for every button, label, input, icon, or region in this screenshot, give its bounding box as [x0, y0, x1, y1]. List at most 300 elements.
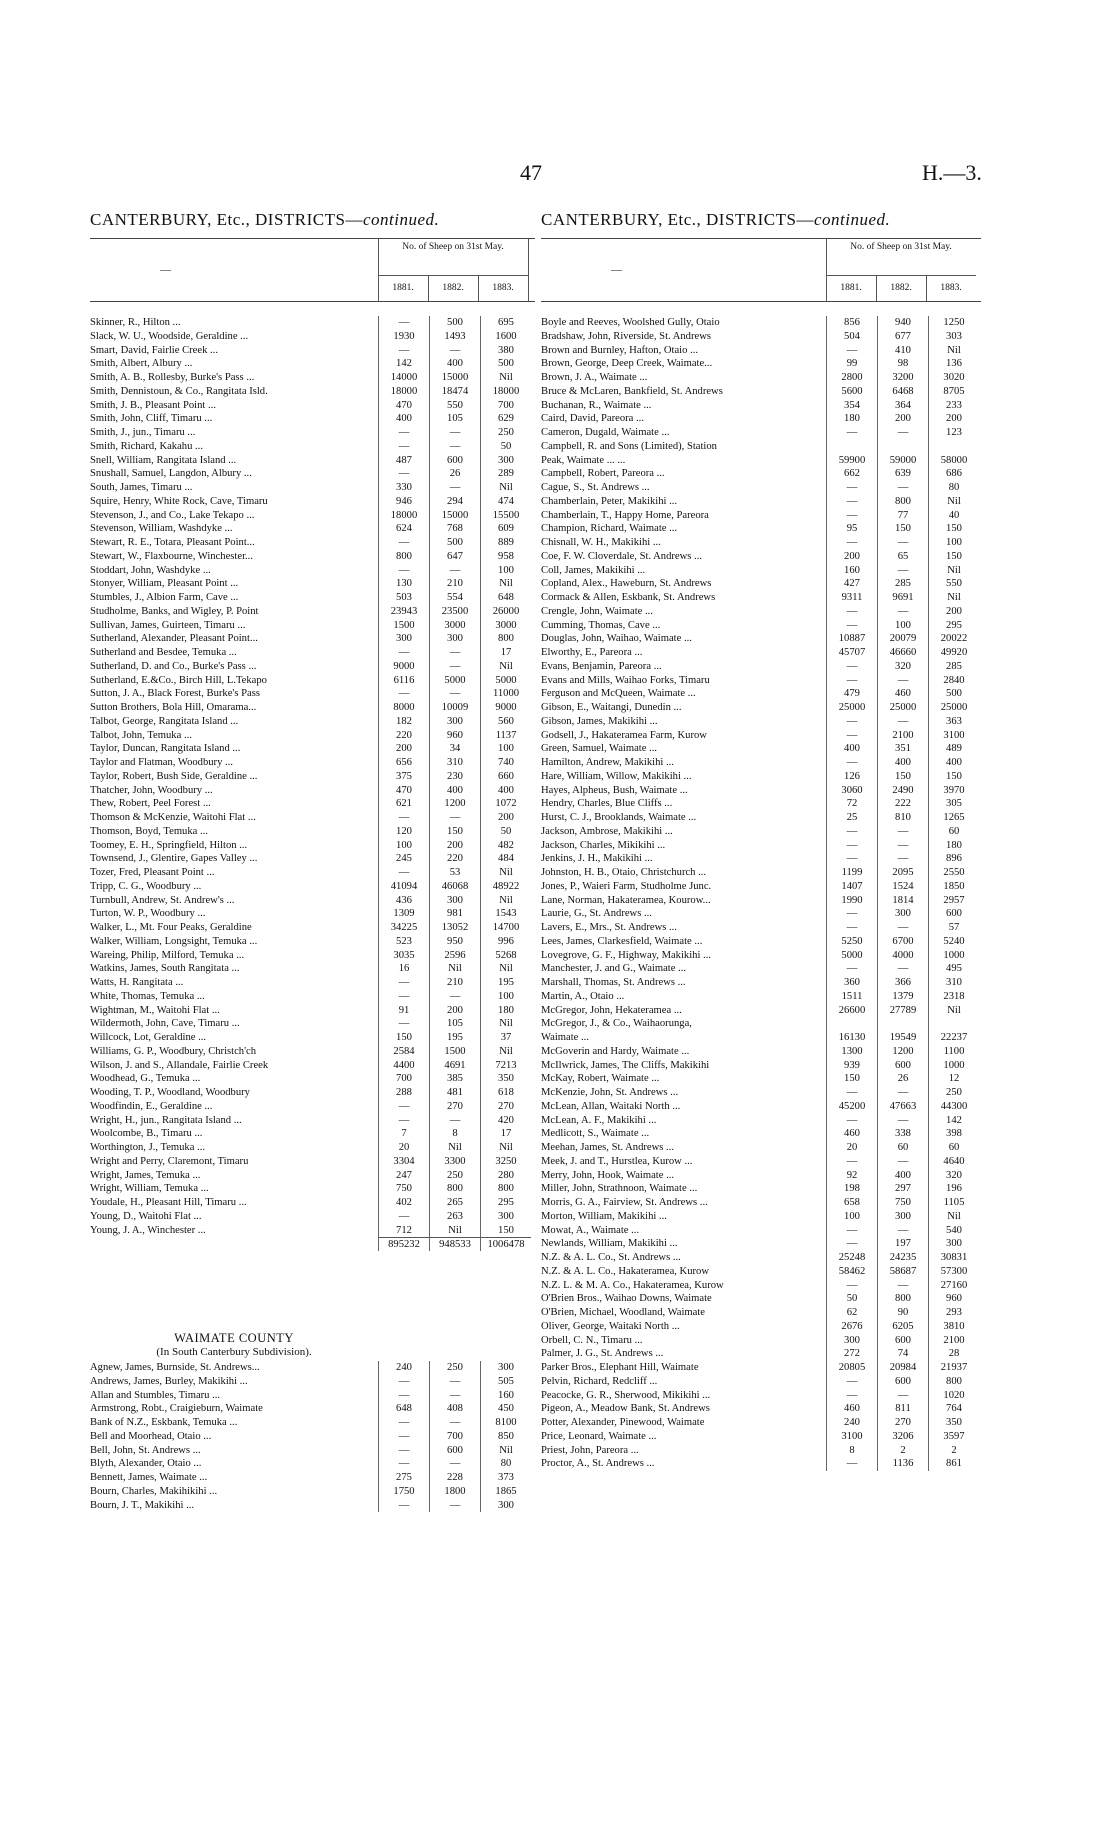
- owner-name: Medlicott, S., Waimate ...: [541, 1128, 650, 1140]
- owner-name: White, Thomas, Temuka ...: [90, 990, 205, 1002]
- owner-name: Sutherland, E.&Co., Birch Hill, L.Tekapo: [90, 674, 267, 686]
- table-row: [541, 619, 981, 633]
- owner-name: Stewart, W., Flaxbourne, Winchester...: [90, 550, 253, 562]
- sheep-1883: 320: [928, 1169, 979, 1183]
- sheep-1882: 222: [877, 797, 928, 811]
- owner-name: Smith, Albert, Albury ...: [90, 358, 193, 370]
- sheep-1881: [826, 1017, 877, 1031]
- sheep-1882: 768: [429, 522, 480, 536]
- sheep-1883: 150: [480, 1224, 531, 1238]
- sheep-1882: 750: [877, 1196, 928, 1210]
- sheep-1881: 4400: [378, 1059, 429, 1073]
- sheep-1881: 400: [378, 412, 429, 426]
- sheep-1882: 940: [877, 316, 928, 330]
- year-1883-header: 1883.: [940, 283, 962, 293]
- owner-name: Lavers, E., Mrs., St. Andrews ...: [541, 922, 677, 933]
- sheep-1883: Nil: [480, 1017, 531, 1031]
- sheep-1881: —: [378, 1100, 429, 1114]
- sheep-1883: 50: [480, 440, 531, 454]
- sheep-1882: 265: [429, 1196, 480, 1210]
- sheep-1883: 200: [480, 811, 531, 825]
- sheep-1882: 950: [429, 935, 480, 949]
- owner-name: Campbell, R. and Sons (Limited), Station: [541, 440, 717, 452]
- owner-name: Tripp, C. G., Woodbury ...: [90, 880, 202, 892]
- table-row: [90, 509, 535, 523]
- left-column-title: [90, 210, 535, 236]
- sheep-1882: —: [877, 825, 928, 839]
- table-row: [541, 701, 981, 715]
- owner-name: Andrews, James, Burley, Makikihi ...: [90, 1375, 248, 1387]
- sheep-1881: 700: [378, 1072, 429, 1086]
- sheep-1883: 300: [480, 454, 531, 468]
- sheep-1882: 2596: [429, 949, 480, 963]
- sheep-1883: 180: [480, 1004, 531, 1018]
- sheep-1881: —: [826, 1375, 877, 1389]
- sheep-1883: 400: [928, 756, 979, 770]
- sheep-1881: 200: [826, 550, 877, 564]
- table-row: [541, 1347, 981, 1361]
- sheep-1882: 5000: [429, 674, 480, 688]
- owner-name: Stevenson, J., and Co., Lake Tekapo ...: [90, 509, 255, 521]
- sheep-1881: —: [378, 1114, 429, 1128]
- sheep-1882: 46660: [877, 646, 928, 660]
- left-column: [90, 210, 535, 1512]
- sheep-1882: —: [877, 605, 928, 619]
- sheep-1881: 160: [826, 564, 877, 578]
- sheep-1882: 1814: [877, 894, 928, 908]
- sheep-1881: —: [378, 1017, 429, 1031]
- sheep-1883: 28: [928, 1347, 979, 1361]
- sheep-1883: 57: [928, 921, 979, 935]
- sheep-1881: —: [378, 1210, 429, 1224]
- table-row: [90, 1155, 535, 1169]
- sheep-1883: Nil: [480, 660, 531, 674]
- owner-name: Tozer, Fred, Pleasant Point ...: [90, 867, 215, 878]
- owner-name: Potter, Alexander, Pinewood, Waimate: [541, 1417, 705, 1428]
- table-row: [541, 550, 981, 564]
- table-row: [541, 976, 981, 990]
- table-row: [90, 1471, 535, 1485]
- table-row: [541, 495, 981, 509]
- sheep-1882: —: [877, 564, 928, 578]
- sheep-1883: 300: [480, 1361, 531, 1375]
- sheep-1881: 460: [826, 1402, 877, 1416]
- table-row: [90, 632, 535, 646]
- sheep-1882: 6468: [877, 385, 928, 399]
- table-row: [90, 1072, 535, 1086]
- table-row: [541, 467, 981, 481]
- sheep-1881: 14000: [378, 371, 429, 385]
- table-row: [90, 1182, 535, 1196]
- sheep-1881: —: [826, 619, 877, 633]
- sheep-1881: —: [378, 440, 429, 454]
- sheep-1881: —: [826, 852, 877, 866]
- sheep-1883: 1865: [480, 1485, 531, 1499]
- sheep-1882: 4000: [877, 949, 928, 963]
- table-row: [90, 1457, 535, 1471]
- sheep-1883: Nil: [480, 481, 531, 495]
- table-row: [90, 330, 535, 344]
- sheep-1882: 600: [429, 1444, 480, 1458]
- sheep-1883: 100: [480, 742, 531, 756]
- owner-name: Sutherland and Besdee, Temuka ...: [90, 647, 237, 658]
- sheep-1883: Nil: [928, 591, 979, 605]
- sheep-1882: —: [429, 481, 480, 495]
- sheep-1883: Nil: [928, 1004, 979, 1018]
- sheep-1883: 3100: [928, 729, 979, 743]
- table-row: [541, 509, 981, 523]
- sheep-1882: 481: [429, 1086, 480, 1100]
- owner-name: Palmer, J. G., St. Andrews ...: [541, 1348, 664, 1360]
- table-row: [541, 784, 981, 798]
- sheep-1883: 500: [928, 687, 979, 701]
- owner-name: Wildermoth, John, Cave, Timaru ...: [90, 1018, 240, 1030]
- sheep-1881: —: [826, 756, 877, 770]
- sheep-1881: 10887: [826, 632, 877, 646]
- sheep-1883: 58000: [928, 454, 979, 468]
- title-main: CANTERBURY, Etc., DISTRICTS—: [90, 210, 363, 229]
- sheep-1881: 800: [378, 550, 429, 564]
- sheep-1882: —: [877, 1086, 928, 1100]
- owner-name: Smith, J. B., Pleasant Point ...: [90, 399, 216, 411]
- sheep-1882: 300: [429, 715, 480, 729]
- owner-name: Worthington, J., Temuka ...: [90, 1142, 206, 1153]
- owner-name: Bruce & McLaren, Bankfield, St. Andrews: [541, 385, 723, 397]
- owner-name: Buchanan, R., Waimate ...: [541, 399, 652, 411]
- sheep-count-header: No. of Sheep on 31st May.: [850, 242, 952, 252]
- sheep-1882: 210: [429, 577, 480, 591]
- sheep-1881: —: [826, 495, 877, 509]
- table-row: [541, 1017, 981, 1031]
- sheep-1882: 294: [429, 495, 480, 509]
- owner-name: Armstrong, Robt., Craigieburn, Waimate: [90, 1403, 263, 1415]
- sheep-1883: 250: [480, 426, 531, 440]
- right-column: [541, 210, 981, 1471]
- owner-name: N.Z. & A. L. Co., St. Andrews ...: [541, 1252, 681, 1263]
- sheep-1883: 3810: [928, 1320, 979, 1334]
- owner-name: Bank of N.Z., Eskbank, Temuka ...: [90, 1417, 238, 1428]
- sheep-1881: 330: [378, 481, 429, 495]
- sheep-1883: 123: [928, 426, 979, 440]
- sheep-1881: —: [378, 316, 429, 330]
- sheep-1882: 400: [877, 1169, 928, 1183]
- sheep-1883: 450: [480, 1402, 531, 1416]
- sheep-1881: —: [826, 1457, 877, 1471]
- owner-name: Thomson, Boyd, Temuka ...: [90, 825, 208, 837]
- total-label: [90, 1237, 378, 1251]
- sheep-1883: 60: [928, 825, 979, 839]
- table-row: [541, 1072, 981, 1086]
- sheep-1881: 656: [378, 756, 429, 770]
- sheep-1883: 695: [480, 316, 531, 330]
- sheep-1882: 24235: [877, 1251, 928, 1265]
- sheep-1883: Nil: [928, 564, 979, 578]
- owner-name: Townsend, J., Glentire, Gapes Valley ...: [90, 853, 258, 865]
- sheep-1881: 275: [378, 1471, 429, 1485]
- table-row: [90, 1224, 535, 1238]
- sheep-1883: 1600: [480, 330, 531, 344]
- table-row: [541, 921, 981, 935]
- sheep-1881: 120: [378, 825, 429, 839]
- owner-name: Smith, A. B., Rollesby, Burke's Pass ...: [90, 372, 255, 383]
- sheep-1881: 41094: [378, 880, 429, 894]
- sheep-1883: 305: [928, 797, 979, 811]
- sheep-1882: 18474: [429, 385, 480, 399]
- table-row: [90, 935, 535, 949]
- table-row: [90, 1430, 535, 1444]
- sheep-1883: 398: [928, 1127, 979, 1141]
- sheep-1881: —: [378, 467, 429, 481]
- sheep-1883: 560: [480, 715, 531, 729]
- owner-name: Wareing, Philip, Milford, Temuka ...: [90, 949, 245, 961]
- sheep-1881: 34225: [378, 921, 429, 935]
- owner-name: Boyle and Reeves, Woolshed Gully, Otaio: [541, 317, 720, 328]
- sheep-1883: 22237: [928, 1031, 979, 1045]
- owner-name: Blyth, Alexander, Otaio ...: [90, 1458, 202, 1470]
- owner-name: Marshall, Thomas, St. Andrews ...: [541, 977, 686, 988]
- table-row: [541, 632, 981, 646]
- sheep-1881: 712: [378, 1224, 429, 1238]
- table-row: [90, 921, 535, 935]
- table-row: [90, 907, 535, 921]
- sheep-1883: 17: [480, 1127, 531, 1141]
- sheep-1883: 489: [928, 742, 979, 756]
- table-row: [90, 797, 535, 811]
- table-row: [90, 770, 535, 784]
- table-row: [541, 1237, 981, 1251]
- sheep-1883: 233: [928, 399, 979, 413]
- sheep-1881: 470: [378, 399, 429, 413]
- owner-name: Caird, David, Pareora ...: [541, 413, 644, 425]
- sheep-1883: Nil: [480, 371, 531, 385]
- sheep-1882: 46068: [429, 880, 480, 894]
- sheep-1882: —: [877, 1389, 928, 1403]
- sheep-1883: 648: [480, 591, 531, 605]
- total-1883: 1006478: [480, 1237, 531, 1251]
- table-row: [541, 1389, 981, 1403]
- owner-name: Hendry, Charles, Blue Cliffs ...: [541, 798, 673, 810]
- sheep-1881: 72: [826, 797, 877, 811]
- table-row: [541, 797, 981, 811]
- table-row: [541, 1086, 981, 1100]
- sheep-1883: 5268: [480, 949, 531, 963]
- sheep-1881: 503: [378, 591, 429, 605]
- owner-name: Johnston, H. B., Otaio, Christchurch ...: [541, 867, 707, 878]
- sheep-1883: 609: [480, 522, 531, 536]
- sheep-1882: 1500: [429, 1045, 480, 1059]
- table-row: [90, 440, 535, 454]
- table-row: [90, 1444, 535, 1458]
- table-row: [90, 467, 535, 481]
- owner-name: Chamberlain, Peter, Makikihi ...: [541, 495, 678, 507]
- sheep-1881: 2584: [378, 1045, 429, 1059]
- table-row: [90, 605, 535, 619]
- owner-name: McKenzie, John, St. Andrews ...: [541, 1087, 679, 1098]
- table-row: [541, 935, 981, 949]
- table-row: [541, 1127, 981, 1141]
- sheep-1883: 2550: [928, 866, 979, 880]
- owner-name: Chisnall, W. H., Makikihi ...: [541, 537, 661, 548]
- sheep-1881: 662: [826, 467, 877, 481]
- table-row: [541, 591, 981, 605]
- sheep-1881: 25248: [826, 1251, 877, 1265]
- owner-name: Studholme, Banks, and Wigley, P. Point: [90, 605, 259, 617]
- sheep-1883: 740: [480, 756, 531, 770]
- sheep-1881: 180: [826, 412, 877, 426]
- table-row: [90, 1045, 535, 1059]
- table-row: [90, 385, 535, 399]
- left-table-header: [90, 238, 535, 302]
- sheep-1881: 8: [826, 1444, 877, 1458]
- table-row: [541, 316, 981, 330]
- sheep-1882: —: [877, 536, 928, 550]
- table-row: [541, 866, 981, 880]
- sheep-1882: 3300: [429, 1155, 480, 1169]
- page-reference: H.—3.: [922, 160, 982, 185]
- owner-name: Smith, J., jun., Timaru ...: [90, 427, 196, 438]
- sheep-1881: —: [826, 605, 877, 619]
- owner-name: McLean, A. F., Makikihi ...: [541, 1114, 657, 1126]
- sheep-1882: 550: [429, 399, 480, 413]
- table-row: [541, 1265, 981, 1279]
- sheep-1883: 49920: [928, 646, 979, 660]
- sheep-1883: 2957: [928, 894, 979, 908]
- sheep-1883: 800: [480, 1182, 531, 1196]
- sheep-1881: 3304: [378, 1155, 429, 1169]
- sheep-1883: 80: [928, 481, 979, 495]
- table-row: [90, 1485, 535, 1499]
- sheep-1882: 270: [877, 1416, 928, 1430]
- owner-name: Bradshaw, John, Riverside, St. Andrews: [541, 330, 711, 342]
- sheep-1882: 800: [877, 495, 928, 509]
- sheep-1881: 1500: [378, 619, 429, 633]
- owner-name: Elworthy, E., Pareora ...: [541, 647, 643, 658]
- table-row: [541, 481, 981, 495]
- sheep-1883: 380: [480, 344, 531, 358]
- sheep-1881: —: [826, 962, 877, 976]
- table-row: [541, 1306, 981, 1320]
- sheep-1882: —: [429, 344, 480, 358]
- table-row: [541, 1224, 981, 1238]
- owner-name: Willcock, Lot, Geraldine ...: [90, 1032, 207, 1043]
- sheep-1883: 1100: [928, 1045, 979, 1059]
- table-row: [541, 564, 981, 578]
- sheep-1881: 3035: [378, 949, 429, 963]
- owner-name: Talbot, John, Temuka ...: [90, 729, 192, 741]
- table-row: [90, 674, 535, 688]
- sheep-1883: 303: [928, 330, 979, 344]
- owner-name: Champion, Richard, Waimate ...: [541, 523, 678, 535]
- sheep-1882: 364: [877, 399, 928, 413]
- sheep-1883: 2318: [928, 990, 979, 1004]
- table-row: [541, 1279, 981, 1293]
- sheep-1882: 3206: [877, 1430, 928, 1444]
- sheep-1881: 487: [378, 454, 429, 468]
- sheep-1882: 220: [429, 852, 480, 866]
- sheep-1881: 9311: [826, 591, 877, 605]
- owner-name: Coll, James, Makikihi ...: [541, 564, 646, 576]
- sheep-1883: 505: [480, 1375, 531, 1389]
- sheep-1883: 960: [928, 1292, 979, 1306]
- sheep-1881: 240: [826, 1416, 877, 1430]
- owner-name: Wooding, T. P., Woodland, Woodbury: [90, 1087, 250, 1098]
- county-subtitle: (In South Canterbury Subdivision).: [156, 1346, 312, 1358]
- owner-name: Stonyer, William, Pleasant Point ...: [90, 578, 239, 590]
- sheep-1881: 92: [826, 1169, 877, 1183]
- sheep-1883: 280: [480, 1169, 531, 1183]
- table-row: [541, 839, 981, 853]
- sheep-1883: [928, 440, 979, 454]
- owner-name: Slack, W. U., Woodside, Geraldine ...: [90, 330, 249, 342]
- sheep-1881: 400: [826, 742, 877, 756]
- sheep-1883: 26000: [480, 605, 531, 619]
- sheep-1881: 272: [826, 1347, 877, 1361]
- owner-name: Price, Leonard, Waimate ...: [541, 1430, 657, 1442]
- sheep-1881: 23943: [378, 605, 429, 619]
- sheep-1882: —: [877, 852, 928, 866]
- sheep-1883: [928, 1017, 979, 1031]
- sheep-1883: 2840: [928, 674, 979, 688]
- table-row: [541, 660, 981, 674]
- sheep-1881: —: [826, 344, 877, 358]
- table-row: [541, 385, 981, 399]
- owner-name: Meek, J. and T., Hurstlea, Kurow ...: [541, 1155, 693, 1167]
- owner-name: Squire, Henry, White Rock, Cave, Timaru: [90, 495, 268, 507]
- sheep-1883: 293: [928, 1306, 979, 1320]
- owner-name: Taylor, Duncan, Rangitata Island ...: [90, 743, 241, 755]
- table-row: [90, 949, 535, 963]
- sheep-1881: 402: [378, 1196, 429, 1210]
- sheep-1882: 6700: [877, 935, 928, 949]
- sheep-1882: 9691: [877, 591, 928, 605]
- table-row: [90, 412, 535, 426]
- sheep-1883: 495: [928, 962, 979, 976]
- sheep-1881: 240: [378, 1361, 429, 1375]
- owner-name: Smart, David, Fairlie Creek ...: [90, 344, 218, 356]
- sheep-1883: 2100: [928, 1334, 979, 1348]
- sheep-1883: 8100: [480, 1416, 531, 1430]
- sheep-1882: 647: [429, 550, 480, 564]
- sheep-1883: 100: [928, 536, 979, 550]
- owner-name: Thomson & McKenzie, Waitohi Flat ...: [90, 812, 256, 823]
- owner-name: Turnbull, Andrew, St. Andrew's ...: [90, 894, 235, 906]
- table-row: [90, 756, 535, 770]
- sheep-1881: 5600: [826, 385, 877, 399]
- sheep-1882: Nil: [429, 962, 480, 976]
- name-column-header: —: [160, 264, 171, 276]
- sheep-1883: 1072: [480, 797, 531, 811]
- sheep-1881: —: [826, 907, 877, 921]
- sheep-1882: —: [877, 962, 928, 976]
- owner-name: Woolcombe, B., Timaru ...: [90, 1128, 203, 1140]
- sheep-1883: 600: [928, 907, 979, 921]
- sheep-1882: —: [877, 481, 928, 495]
- sheep-1881: 648: [378, 1402, 429, 1416]
- sheep-1881: 9000: [378, 660, 429, 674]
- sheep-1882: 554: [429, 591, 480, 605]
- sheep-1881: 2676: [826, 1320, 877, 1334]
- owner-name: Taylor and Flatman, Woodbury ...: [90, 757, 233, 768]
- table-row: [541, 1100, 981, 1114]
- owner-name: Bourn, J. T., Makikihi ...: [90, 1499, 195, 1511]
- sheep-1881: 91: [378, 1004, 429, 1018]
- sheep-1881: 245: [378, 852, 429, 866]
- year-1883-header: 1883.: [492, 283, 514, 293]
- owner-name: Coe, F. W. Cloverdale, St. Andrews ...: [541, 550, 702, 562]
- owner-name: Youdale, H., Pleasant Hill, Timaru ...: [90, 1197, 247, 1208]
- owner-name: Copland, Alex., Haweburn, St. Andrews: [541, 578, 712, 590]
- table-row: [90, 1389, 535, 1403]
